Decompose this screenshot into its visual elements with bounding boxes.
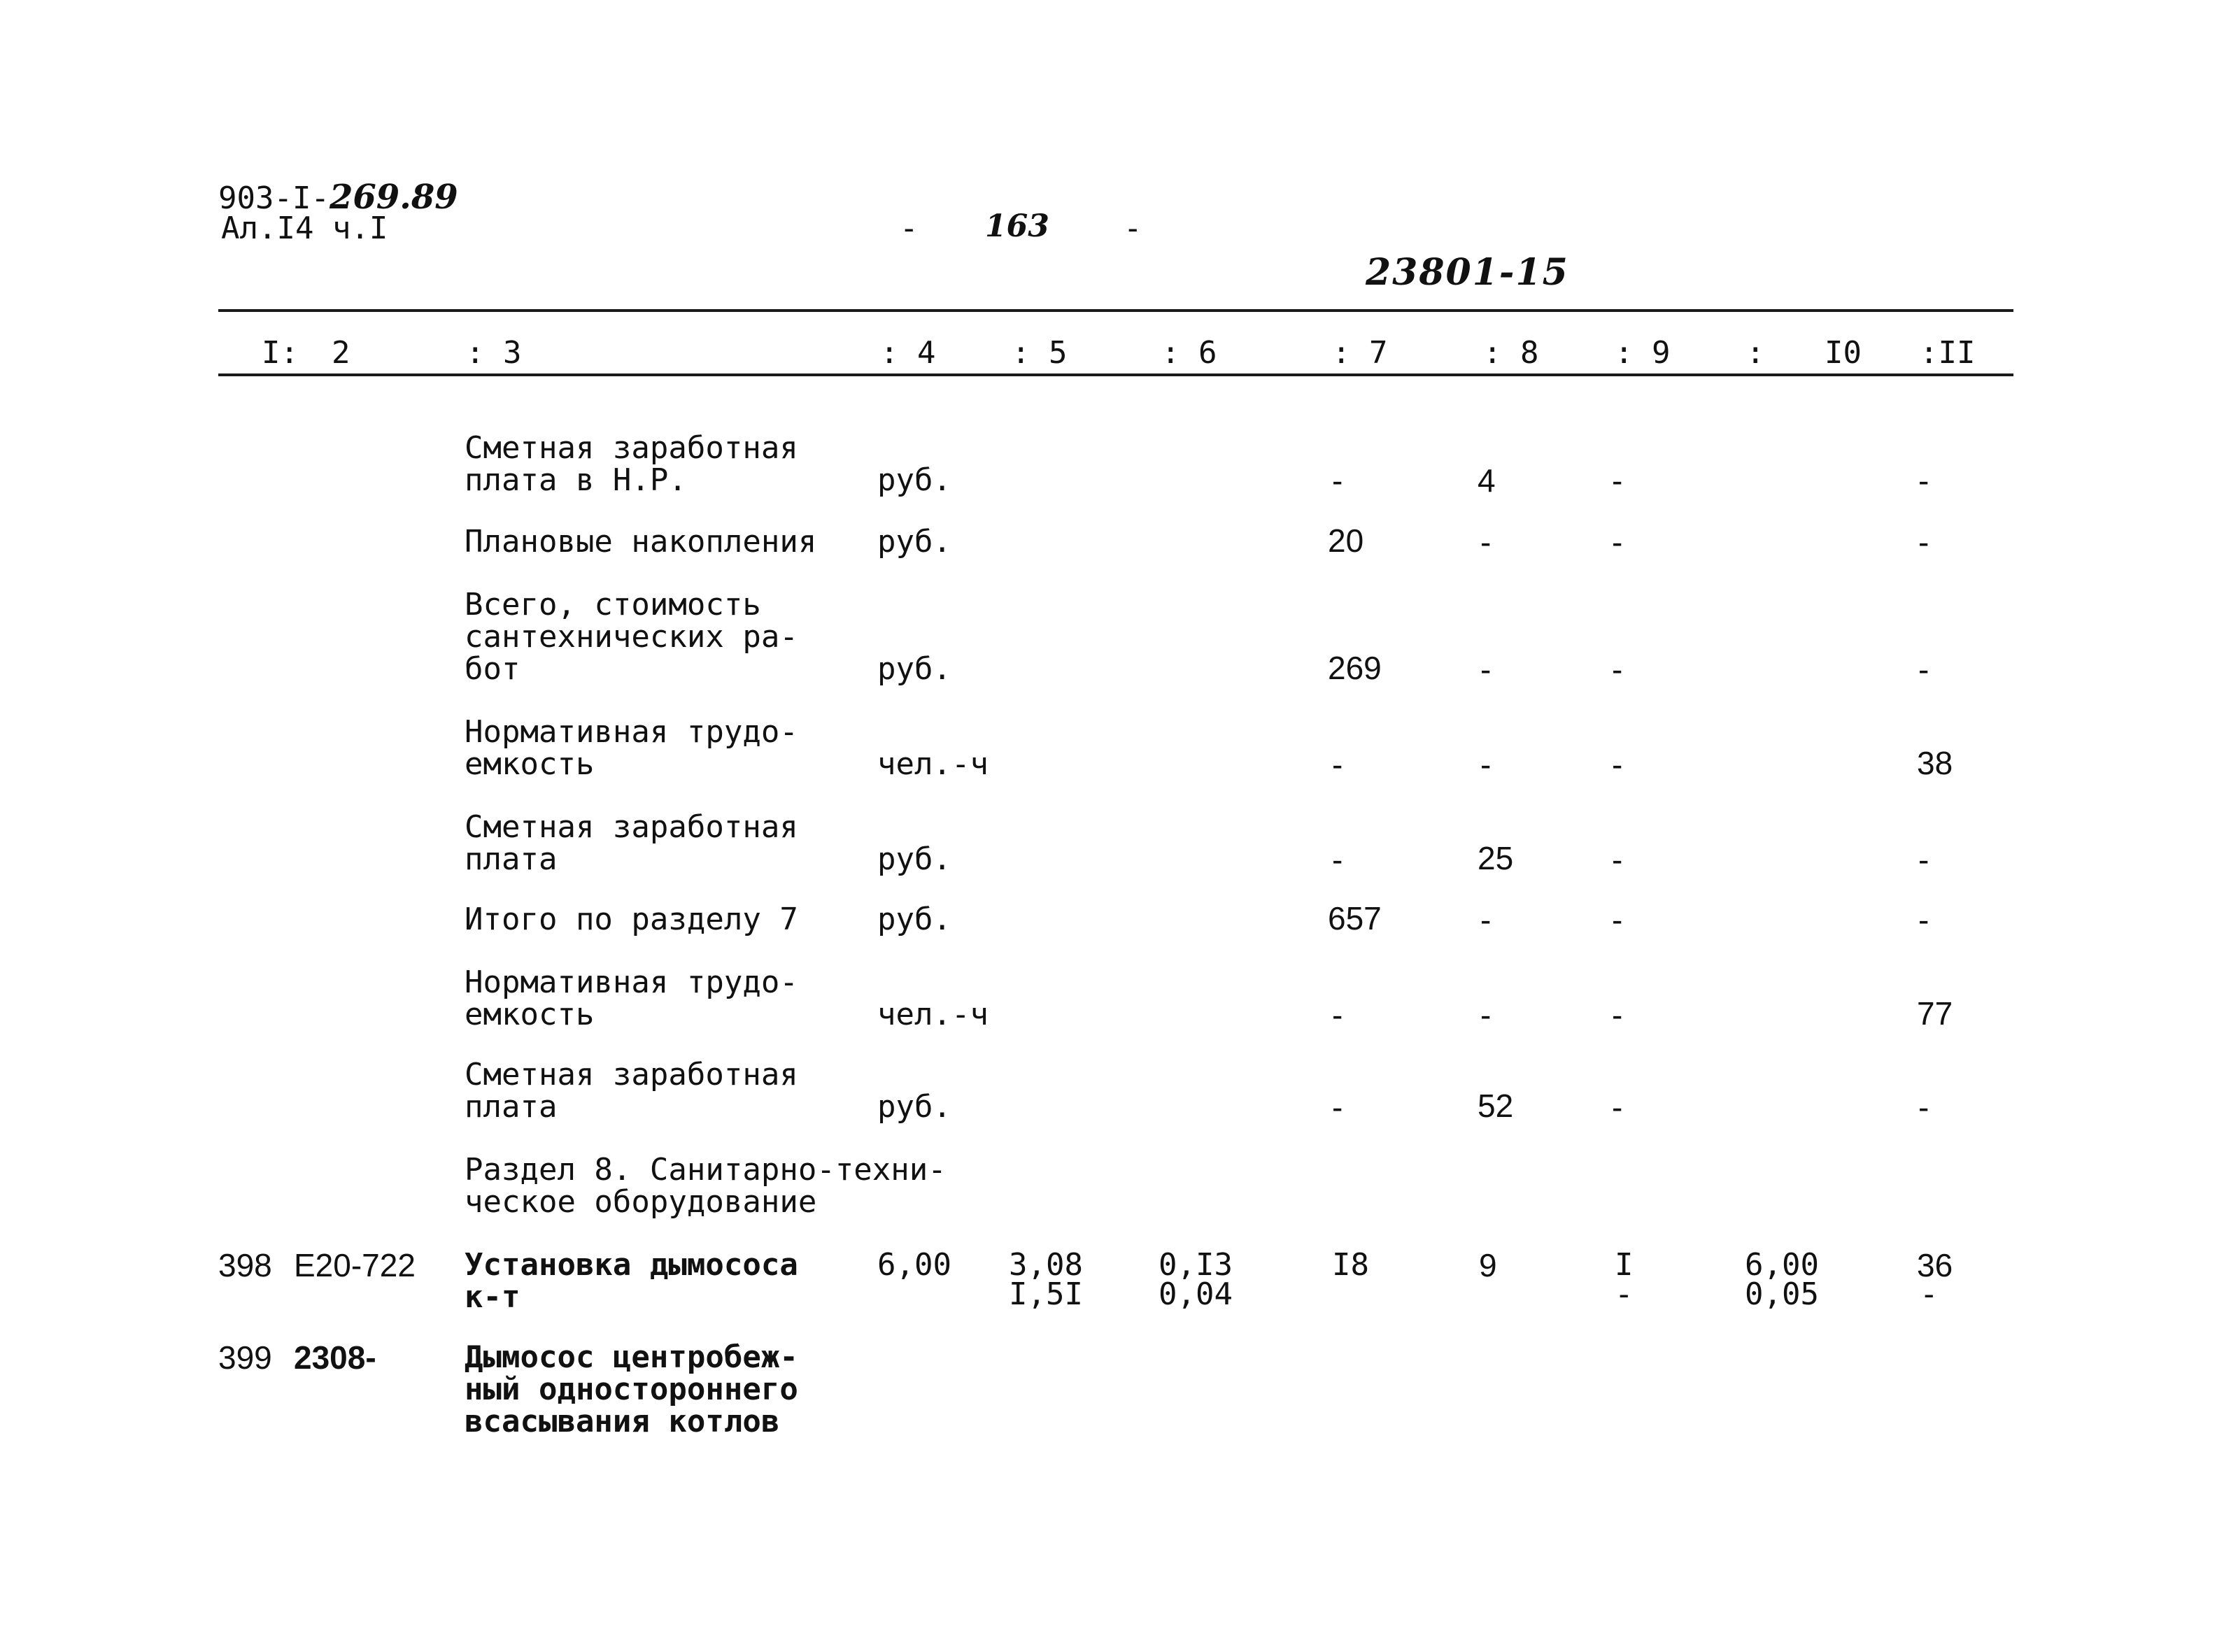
row-name: Всего, стоимость сантехнических ра- бот xyxy=(465,587,798,687)
row-col11: - xyxy=(1918,1089,1929,1125)
item-398-name: Установка дымососа к-т xyxy=(465,1247,798,1315)
row-name: Нормативная трудо- емкость xyxy=(465,964,798,1032)
row-col8: - xyxy=(1480,651,1492,688)
row-col11: - xyxy=(1918,524,1929,560)
item-398-col4: 6,00 xyxy=(877,1247,951,1283)
row-col8: 4 xyxy=(1478,462,1496,499)
row-unit: чел.-ч xyxy=(877,746,989,782)
table-header-bottom-rule xyxy=(218,373,2013,376)
row-col7: - xyxy=(1332,997,1343,1033)
item-399-code: 2308- xyxy=(294,1339,376,1376)
row-col8: - xyxy=(1480,902,1492,938)
row-col9: - xyxy=(1612,902,1623,938)
section-8-title: Раздел 8. Санитарно-техни- ческое оборудование xyxy=(465,1152,947,1220)
row-col9: - xyxy=(1612,997,1623,1033)
item-398-col11-top: 36 xyxy=(1917,1247,1953,1283)
album-label: Ал.I4 ч.I xyxy=(221,211,388,246)
row-col9: - xyxy=(1612,462,1623,499)
column-header-7: : 7 xyxy=(1332,335,1388,371)
row-unit: чел.-ч xyxy=(877,997,989,1032)
item-399-name: Дымосос центробеж- ный одностороннего всасывания котлов xyxy=(465,1339,798,1439)
row-unit: руб. xyxy=(877,524,951,560)
page-number-dash-left: - xyxy=(900,211,919,246)
item-398-col7: I8 xyxy=(1332,1247,1369,1283)
column-header-8: : 8 xyxy=(1483,335,1539,371)
document-code-printed: 903-I- xyxy=(218,180,330,216)
row-col9: - xyxy=(1612,746,1623,783)
column-header-4: : 4 xyxy=(880,335,936,371)
item-398-col10-bottom: 0,05 xyxy=(1745,1276,1819,1312)
row-col7: - xyxy=(1332,841,1343,878)
row-col9: - xyxy=(1612,1089,1623,1125)
row-col7: 20 xyxy=(1328,522,1364,559)
item-398-col9-bottom: - xyxy=(1615,1276,1634,1312)
item-398-col11-bottom: - xyxy=(1920,1276,1939,1312)
document-code-handwritten: 269.89 xyxy=(329,178,458,217)
row-col8: - xyxy=(1480,746,1492,783)
row-col7: - xyxy=(1332,462,1343,499)
item-398-col6-top: 0,I3 xyxy=(1159,1247,1233,1283)
item-398-col10-top: 6,00 xyxy=(1745,1247,1819,1283)
inventory-number: 23801-15 xyxy=(1366,251,1569,294)
column-header-6: : 6 xyxy=(1161,335,1217,371)
item-398-code: Е20-722 xyxy=(294,1247,416,1283)
row-col9: - xyxy=(1612,841,1623,878)
item-398-col6-bottom: 0,04 xyxy=(1159,1276,1233,1312)
row-unit: руб. xyxy=(877,841,951,877)
column-header-1: I: xyxy=(262,335,299,371)
item-398-number: 398 xyxy=(218,1247,272,1283)
row-unit: руб. xyxy=(877,462,951,498)
row-name: Сметная заработная плата в Н.Р. xyxy=(465,430,798,498)
row-name: Сметная заработная плата xyxy=(465,1057,798,1125)
page-number-dash-right: - xyxy=(1124,211,1142,246)
row-col11: 38 xyxy=(1917,745,1953,781)
column-header-9: : 9 xyxy=(1615,335,1671,371)
row-col7: 269 xyxy=(1328,650,1382,686)
page-number: 163 xyxy=(985,208,1049,244)
row-name: Сметная заработная плата xyxy=(465,809,798,877)
table-top-rule xyxy=(218,309,2013,312)
column-header-10: I0 xyxy=(1825,335,1862,371)
row-name: Итого по разделу 7 xyxy=(465,902,798,937)
row-col11: - xyxy=(1918,902,1929,938)
column-header-2: 2 xyxy=(332,335,350,371)
row-col8: 52 xyxy=(1478,1088,1514,1124)
item-398-col9-top: I xyxy=(1615,1247,1634,1283)
row-col11: 77 xyxy=(1917,995,1953,1032)
row-col11: - xyxy=(1918,841,1929,878)
row-col7: - xyxy=(1332,1089,1343,1125)
row-col8: 25 xyxy=(1478,840,1514,876)
row-col7: - xyxy=(1332,746,1343,783)
item-399-number: 399 xyxy=(218,1339,272,1376)
row-col8: - xyxy=(1480,997,1492,1033)
row-unit: руб. xyxy=(877,1089,951,1125)
item-398-col5-top: 3,08 xyxy=(1009,1247,1083,1283)
row-unit: руб. xyxy=(877,651,951,687)
row-name: Плановые накопления xyxy=(465,524,817,560)
column-header-3: : 3 xyxy=(466,335,522,371)
column-header-11: :II xyxy=(1920,335,1976,371)
row-col8: - xyxy=(1480,524,1492,560)
column-header-10-sep: : xyxy=(1746,335,1765,371)
item-398-col8: 9 xyxy=(1479,1247,1497,1283)
row-col9: - xyxy=(1612,651,1623,688)
item-398-col5-bottom: I,5I xyxy=(1009,1276,1083,1312)
document-code xyxy=(218,180,458,215)
row-unit: руб. xyxy=(877,902,951,937)
column-header-5: : 5 xyxy=(1012,335,1068,371)
row-col11: - xyxy=(1918,651,1929,688)
row-col11: - xyxy=(1918,462,1929,499)
row-col9: - xyxy=(1612,524,1623,560)
row-name: Нормативная трудо- емкость xyxy=(465,714,798,782)
row-col7: 657 xyxy=(1328,900,1382,937)
